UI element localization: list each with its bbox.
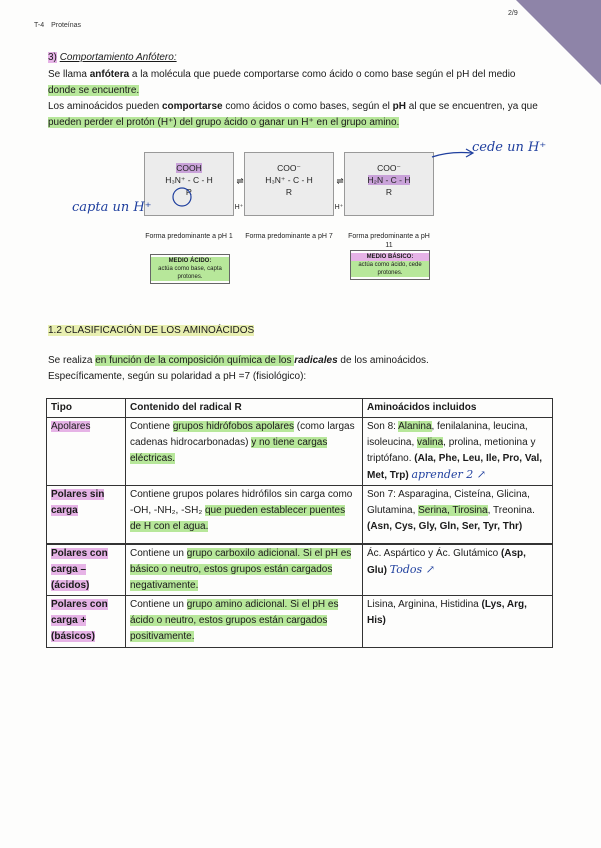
- text-run: Contiene grupos polares hidrófilos sin carga como -OH, -NH₂, -SH₂: [130, 489, 353, 516]
- bold-term: radicales: [294, 355, 338, 366]
- content-cell: [126, 418, 363, 486]
- structure-line: [345, 175, 433, 186]
- table-row: [47, 544, 553, 596]
- text-run: Son 8:: [367, 421, 399, 432]
- amino-acids-cell: [363, 596, 553, 648]
- caption-ph1: Forma predominante a pH 1: [145, 233, 233, 240]
- text-run: Contiene: [130, 421, 173, 432]
- amphoteric-diagram: [144, 152, 434, 292]
- page-number: 2/9: [508, 10, 518, 17]
- highlighted-text: y no tiene cargas eléctricas.: [130, 437, 328, 464]
- handwritten-note: aprender 2 ↗: [411, 468, 486, 481]
- highlighted-text: pueden perder el protón (H⁺) del grupo ácido o ganar un H⁺ en el grupo amino.: [48, 117, 400, 128]
- type-cell: [47, 486, 126, 544]
- paragraph-line: [48, 99, 538, 115]
- handwritten-note: cede un H⁺: [472, 140, 547, 155]
- text-run: Se llama: [48, 69, 90, 80]
- heading-number: 3): [48, 52, 57, 63]
- highlighted-text: grupo carboxilo adicional. Si el pH es básico o neutro, estos grupos están cargados negativamente.: [130, 547, 352, 591]
- column-header: Tipo: [47, 399, 126, 418]
- type-cell: [47, 418, 126, 486]
- type-label: Polares sin carga: [51, 489, 105, 516]
- content-cell: [126, 544, 363, 596]
- equilibrium-arrow: ⇌: [336, 176, 344, 186]
- type-label: Apolares: [51, 421, 91, 432]
- paragraph-line: [48, 83, 139, 99]
- text-run: , fenilalanina, leucina, isoleucina,: [367, 421, 528, 448]
- highlighted-text: en función de la composición química de los: [95, 355, 295, 366]
- text-run: (como largas cadenas hidrocarbonadas): [130, 421, 355, 448]
- basic-medium-note: [350, 250, 430, 280]
- abbreviations: (Ala, Phe, Leu, Ile, Pro, Val, Met, Trp): [367, 453, 543, 481]
- structure-ph11: [344, 152, 434, 216]
- section-classification-heading: [48, 323, 254, 339]
- caption-ph7: Forma predominante a pH 7: [245, 233, 333, 240]
- text-run: Contiene un: [130, 547, 187, 559]
- column-header: Contenido del radical R: [126, 399, 363, 418]
- page-header: [34, 22, 86, 29]
- text-run: a la molécula que puede comportarse como ácido o como base según el pH del medio: [129, 69, 516, 80]
- structure-line: [145, 163, 233, 174]
- content-cell: [126, 596, 363, 648]
- text-run: como ácidos o como bases, según el: [222, 101, 393, 112]
- text-run: al que se encuentren, ya que: [406, 101, 538, 112]
- proton-label: H⁺: [334, 204, 344, 211]
- acid-medium-note: [150, 254, 230, 284]
- highlighted-text: Alanina: [398, 421, 432, 432]
- text-run: Contiene un: [130, 599, 187, 610]
- section-amphoteric-heading: [48, 50, 177, 66]
- text-run: Son 7: Asparagina, Cisteína, Glicina, Glutamina,: [367, 489, 530, 516]
- page-corner-fold: [516, 0, 601, 85]
- heading-text: Comportamiento Anfótero:: [59, 52, 177, 63]
- highlighted-text: que pueden establecer puentes de H con el agua.: [130, 505, 346, 532]
- text-run: Se realiza: [48, 355, 96, 366]
- note-text: actúa como ácido, cede protones.: [351, 261, 429, 277]
- type-cell: [47, 544, 126, 596]
- bold-term: anfótera: [89, 69, 130, 80]
- paragraph-line: [48, 353, 429, 369]
- equilibrium-arrow: ⇌: [236, 176, 244, 186]
- note-title: MEDIO ÁCIDO:: [151, 257, 229, 265]
- note-title: MEDIO BÁSICO:: [351, 253, 429, 261]
- highlighted-text: donde se encuentre.: [48, 85, 140, 96]
- unit-code: T-4: [34, 22, 45, 29]
- type-label: Polares con carga + (básicos): [51, 599, 108, 642]
- text-run: , prolina, metionina y triptófano.: [367, 437, 536, 464]
- highlighted-text: grupo amino adicional. Si el pH es ácido o neutro, estos grupos están cargados positivamente.: [130, 599, 339, 642]
- text-run: Ác. Aspártico y Ác. Glutámico: [367, 547, 501, 559]
- proton-label: H⁺: [234, 204, 244, 211]
- abbreviations: (Lys, Arg, His): [367, 599, 527, 626]
- structure-line: H₃N⁺ - C - H: [165, 175, 213, 185]
- paragraph-line: [48, 115, 399, 131]
- text-run: de los aminoácidos.: [337, 355, 429, 366]
- handwritten-note: Todos ↗: [389, 562, 435, 576]
- handwritten-note: capta un H⁺: [72, 200, 152, 215]
- handwritten-circle: [170, 185, 194, 209]
- structure-line: R: [285, 187, 293, 197]
- paragraph-line: Específicamente, según su polaridad a pH =7 (fisiológico):: [48, 371, 307, 382]
- paragraph-line: [48, 67, 515, 83]
- structure-line: R: [185, 187, 193, 197]
- table-header-row: [47, 399, 553, 418]
- table-row: [47, 486, 553, 544]
- note-text: actúa como base, capta protones.: [151, 265, 229, 281]
- structure-line: R: [385, 187, 393, 197]
- table-row: [47, 418, 553, 486]
- content-cell: [126, 486, 363, 544]
- amino-group: H₂N - C - H: [367, 175, 411, 185]
- caption-ph11: Forma predominante a pH 11: [348, 233, 430, 249]
- table-row: [47, 596, 553, 648]
- structure-ph7: [244, 152, 334, 216]
- text-run: Los aminoácidos pueden: [48, 101, 162, 112]
- structure-line: COO⁻: [377, 163, 401, 173]
- abbreviations: (Asn, Cys, Gly, Gln, Ser, Tyr, Thr): [367, 521, 523, 532]
- highlighted-text: Serina, Tirosina: [418, 505, 488, 516]
- amino-acids-cell: [363, 544, 553, 596]
- structure-line: COO⁻: [277, 163, 301, 173]
- handwritten-arrow: [430, 145, 475, 165]
- type-label: Polares con carga – (ácidos): [51, 547, 108, 591]
- amino-acids-cell: [363, 486, 553, 544]
- text-run: Lisina, Arginina, Histidina: [367, 599, 482, 610]
- bold-term: comportarse: [161, 101, 223, 112]
- amino-acids-cell: [363, 418, 553, 486]
- highlighted-text: valina: [417, 437, 444, 448]
- carboxyl-group: COOH: [176, 163, 202, 173]
- heading-text: 1.2 CLASIFICACIÓN DE LOS AMINOÁCIDOS: [48, 325, 255, 336]
- amino-acid-classification-table: [46, 398, 553, 648]
- highlighted-text: grupos hidrófobos apolares: [172, 421, 295, 432]
- bold-term: pH: [392, 101, 406, 112]
- unit-title: Proteínas: [51, 22, 82, 29]
- column-header: Aminoácidos incluidos: [363, 399, 553, 418]
- structure-line: H₃N⁺ - C - H: [265, 175, 313, 185]
- abbreviations: (Asp, Glu): [367, 547, 526, 576]
- type-cell: [47, 596, 126, 648]
- text-run: , Treonina.: [487, 505, 535, 516]
